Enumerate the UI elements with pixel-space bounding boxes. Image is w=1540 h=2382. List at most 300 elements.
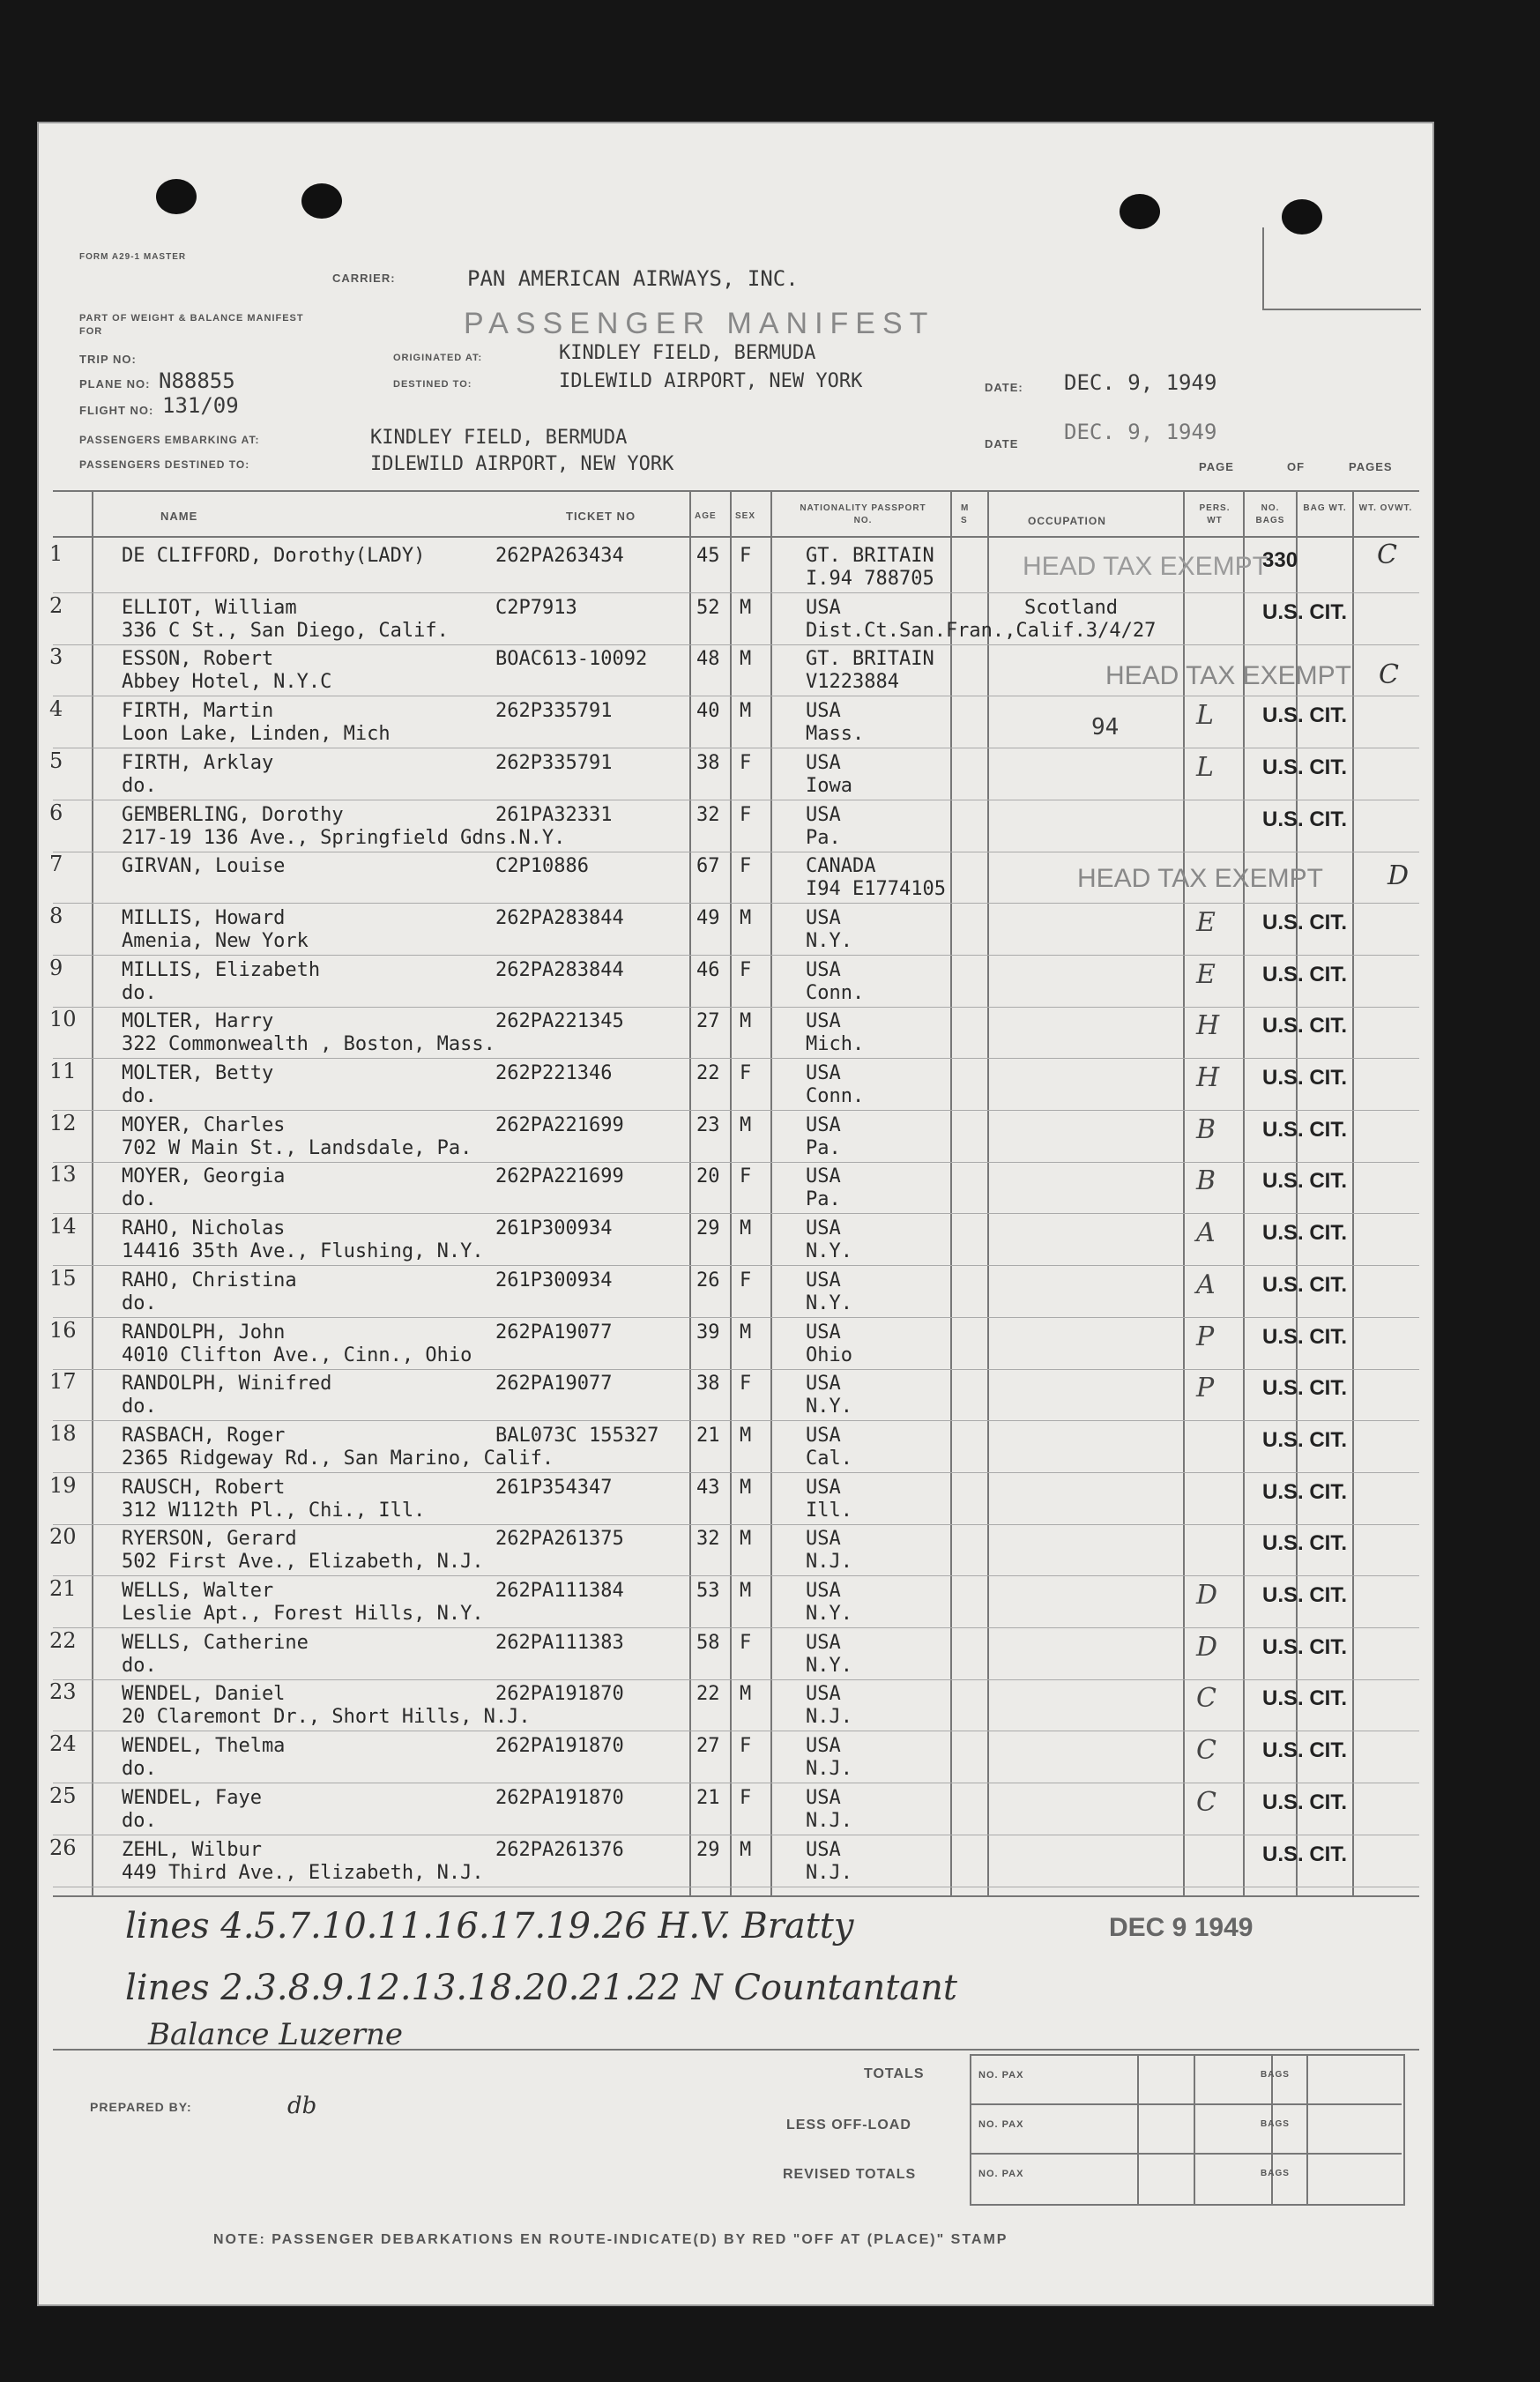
date-label: DATE:: [985, 381, 1023, 394]
weight-balance-label: PART OF WEIGHT & BALANCE MANIFEST FOR: [79, 313, 304, 337]
passenger-address: do.: [122, 981, 157, 1004]
passenger-name: RAUSCH, Robert: [122, 1476, 286, 1499]
age-value: 53: [696, 1580, 720, 1602]
ticket-number: 261P300934: [495, 1217, 613, 1240]
passenger-name: ELLIOT, William: [122, 596, 297, 619]
row-number: 13: [49, 1162, 77, 1187]
passenger-address: do.: [122, 1654, 157, 1677]
sex-value: M: [740, 596, 752, 619]
row-number: 8: [49, 903, 63, 928]
row-number: 2: [49, 592, 63, 618]
ticket-number: 262PA111384: [495, 1580, 624, 1602]
passport-value: Conn.: [806, 1085, 865, 1107]
debark-code: B: [1196, 1165, 1216, 1197]
nationality-value: USA: [806, 1373, 841, 1396]
passport-value: N.J.: [806, 1861, 852, 1884]
ticket-number: 262PA283844: [495, 906, 624, 929]
passenger-name: RASBACH, Roger: [122, 1424, 286, 1447]
bags-status: U.S. CIT.: [1262, 1066, 1348, 1090]
nationality-value: USA: [806, 1476, 841, 1499]
sex-value: M: [740, 1838, 752, 1861]
trip-label: TRIP NO:: [79, 353, 137, 366]
embarking-value: KINDLEY FIELD, BERMUDA: [370, 427, 628, 449]
col-age: AGE: [695, 511, 717, 521]
nationality-value: USA: [806, 1786, 841, 1809]
ticket-number: 262PA261375: [495, 1528, 624, 1551]
row-rule: [53, 1317, 1419, 1318]
ticket-number: 262PA221345: [495, 1010, 624, 1033]
table-row: [37, 1009, 1434, 1060]
row-number: 22: [49, 1627, 77, 1653]
debark-code: C: [1196, 1683, 1216, 1715]
table-row: [37, 1578, 1434, 1629]
passenger-name: WENDEL, Daniel: [122, 1683, 286, 1706]
passenger-address: do.: [122, 1188, 157, 1211]
ticket-number: 262P221346: [495, 1062, 613, 1084]
nationality-value: USA: [806, 1838, 841, 1861]
passenger-name: FIRTH, Martin: [122, 700, 274, 723]
sex-value: M: [740, 1217, 752, 1240]
punch-hole: [156, 179, 197, 214]
table-row: [37, 957, 1434, 1009]
age-value: 26: [696, 1269, 720, 1291]
table-row: [37, 1837, 1434, 1888]
ticket-number: 261PA32331: [495, 803, 613, 826]
carrier-value: PAN AMERICAN AIRWAYS, INC.: [467, 266, 799, 291]
bags-status: U.S. CIT.: [1262, 1842, 1348, 1866]
passenger-address: 20 Claremont Dr., Short Hills, N.J.: [122, 1706, 531, 1729]
table-row: [37, 1317, 1434, 1371]
totals-box: [970, 2054, 1405, 2206]
row-number: 14: [49, 1214, 77, 1239]
bags-status: U.S. CIT.: [1262, 1583, 1348, 1607]
totals-divider: [1137, 2054, 1139, 2204]
prepared-by-value: db: [287, 2093, 317, 2119]
table-row: [37, 698, 1434, 749]
bags-status: U.S. CIT.: [1262, 703, 1348, 728]
table-header-rule: [53, 536, 1419, 538]
passenger-address: 336 C St., San Diego, Calif.: [122, 619, 449, 642]
sex-value: F: [740, 1786, 752, 1809]
bags-status: U.S. CIT.: [1262, 1531, 1348, 1556]
age-value: 43: [696, 1476, 720, 1499]
row-number: 11: [49, 1059, 77, 1083]
corner-rule: [1262, 309, 1421, 310]
date-value: DEC. 9, 1949: [1064, 370, 1217, 395]
nationality-value: USA: [806, 1062, 841, 1084]
col-nationality: NATIONALITY PASSPORT NO.: [800, 503, 926, 525]
table-row: [37, 1216, 1434, 1267]
bags-status: U.S. CIT.: [1262, 1376, 1348, 1401]
passport-value: Mich.: [806, 1033, 865, 1056]
row-number: 15: [49, 1265, 77, 1291]
ticket-number: 262PA283844: [495, 958, 624, 981]
passport-value: N.Y.: [806, 1603, 852, 1625]
age-value: 52: [696, 596, 720, 619]
nationality-value: CANADA: [806, 855, 876, 878]
age-value: 21: [696, 1424, 720, 1447]
age-value: 29: [696, 1217, 720, 1240]
table-row: [37, 1061, 1434, 1112]
passport-value: Pa.: [806, 1188, 841, 1211]
footer-note: NOTE: PASSENGER DEBARKATIONS EN ROUTE-INDICATE(D) BY RED "OFF AT (PLACE)" STAMP: [213, 2232, 1008, 2247]
form-number: FORM A29-1 MASTER: [79, 252, 187, 262]
no-pax-label: NO. PAX: [978, 2070, 1024, 2081]
sex-value: F: [740, 958, 752, 981]
debark-code: P: [1196, 1321, 1215, 1352]
passenger-address: do.: [122, 774, 157, 797]
passenger-address: 322 Commonwealth , Boston, Mass.: [122, 1033, 495, 1056]
bags-status: U.S. CIT.: [1262, 910, 1348, 934]
row-rule: [53, 1524, 1419, 1525]
handwritten-note: lines 2.3.8.9.12.13.18.20.21.22 N Countantant: [125, 1968, 957, 2008]
passenger-address: 217-19 136 Ave., Springfield Gdns.N.Y.: [122, 826, 566, 849]
age-value: 32: [696, 1528, 720, 1551]
ticket-number: 262PA191870: [495, 1683, 624, 1706]
passenger-address: Abbey Hotel, N.Y.C: [122, 671, 332, 694]
sex-value: F: [740, 1373, 752, 1396]
row-rule: [53, 1162, 1419, 1163]
destined-to-value: IDLEWILD AIRPORT, NEW YORK: [370, 453, 674, 475]
age-value: 22: [696, 1683, 720, 1706]
sex-value: F: [740, 1735, 752, 1758]
no-pax-label: NO. PAX: [978, 2119, 1024, 2130]
age-value: 23: [696, 1113, 720, 1136]
head-tax-stamp: HEAD TAX EXEMPT: [1105, 661, 1351, 690]
passenger-name: RANDOLPH, John: [122, 1321, 286, 1344]
row-rule: [53, 1420, 1419, 1421]
pages-label: PAGES: [1349, 460, 1393, 473]
passport-value: N.Y.: [806, 1396, 852, 1418]
sex-value: F: [740, 855, 752, 878]
row-rule: [53, 955, 1419, 956]
sex-value: F: [740, 751, 752, 774]
bags-label: BAGS: [1261, 2070, 1290, 2080]
row-number: 19: [49, 1472, 77, 1498]
age-value: 38: [696, 1373, 720, 1396]
passenger-address: Amenia, New York: [122, 929, 309, 952]
col-ticket: TICKET NO: [566, 510, 636, 523]
originated-label: ORIGINATED AT:: [393, 353, 483, 363]
passport-value: Ill.: [806, 1499, 852, 1522]
ticket-number: 262PA221699: [495, 1113, 624, 1136]
ticket-number: C2P7913: [495, 596, 577, 619]
ticket-number: 262P335791: [495, 751, 613, 774]
row-number: 3: [49, 644, 63, 670]
row-number: 7: [49, 852, 63, 877]
bags-status: U.S. CIT.: [1262, 1479, 1348, 1504]
row-number: 9: [49, 955, 63, 980]
table-row: [37, 1526, 1434, 1577]
sex-value: M: [740, 1683, 752, 1706]
table-row: [37, 1785, 1434, 1836]
bags-status: U.S. CIT.: [1262, 1324, 1348, 1349]
table-bottom-rule: [53, 1895, 1419, 1897]
carrier-label: CARRIER:: [332, 272, 396, 285]
table-row: [37, 1371, 1434, 1422]
sex-value: M: [740, 1580, 752, 1602]
corner-rule: [1262, 227, 1264, 309]
passenger-name: RANDOLPH, Winifred: [122, 1373, 332, 1396]
passenger-address: 2365 Ridgeway Rd., San Marino, Calif.: [122, 1447, 554, 1470]
row-rule: [53, 1265, 1419, 1266]
passport-value: Cal.: [806, 1447, 852, 1470]
nationality-value: USA: [806, 1010, 841, 1033]
passport-value: Pa.: [806, 826, 841, 849]
ticket-number: 262PA221699: [495, 1165, 624, 1188]
bags-status: U.S. CIT.: [1262, 1738, 1348, 1763]
col-no-bags: NO. BAGS: [1255, 503, 1285, 525]
nationality-value: USA: [806, 1631, 841, 1654]
col-bag-wt: BAG WT.: [1303, 503, 1347, 513]
sex-value: M: [740, 648, 752, 671]
nationality-value: USA: [806, 700, 841, 723]
nationality-value: USA: [806, 1424, 841, 1447]
no-pax-label: NO. PAX: [978, 2169, 1024, 2179]
age-value: 21: [696, 1786, 720, 1809]
passenger-name: RYERSON, Gerard: [122, 1528, 297, 1551]
passenger-name: MOLTER, Harry: [122, 1010, 274, 1033]
debark-code: L: [1196, 751, 1214, 783]
col-occupation: OCCUPATION: [1028, 515, 1106, 527]
ticket-number: 262PA19077: [495, 1373, 613, 1396]
nationality-value: USA: [806, 1165, 841, 1188]
passport-value: Pa.: [806, 1136, 841, 1159]
sex-value: F: [740, 1269, 752, 1291]
passenger-name: MOYER, Georgia: [122, 1165, 286, 1188]
head-tax-stamp: HEAD TAX EXEMPT: [1023, 552, 1268, 581]
nationality-value: USA: [806, 1735, 841, 1758]
age-value: 67: [696, 855, 720, 878]
passenger-name: MOYER, Charles: [122, 1113, 286, 1136]
row-rule: [53, 1110, 1419, 1111]
row-rule: [53, 1627, 1419, 1628]
age-value: 58: [696, 1631, 720, 1654]
totals-divider: [1194, 2054, 1195, 2204]
passport-value: Iowa: [806, 774, 852, 797]
bags-status: U.S. CIT.: [1262, 1117, 1348, 1142]
passenger-address: 449 Third Ave., Elizabeth, N.J.: [122, 1861, 484, 1884]
passenger-name: RAHO, Nicholas: [122, 1217, 286, 1240]
debark-code: E: [1196, 958, 1216, 990]
table-row: [37, 750, 1434, 801]
table-top-rule: [53, 490, 1419, 492]
bags-status: U.S. CIT.: [1262, 1634, 1348, 1659]
sex-value: M: [740, 1010, 752, 1033]
row-number: 17: [49, 1369, 77, 1395]
col-ms: M S: [961, 503, 970, 525]
row-rule: [53, 644, 1419, 645]
age-value: 45: [696, 545, 720, 567]
head-tax-code: C: [1379, 659, 1399, 690]
passenger-name: GIRVAN, Louise: [122, 855, 286, 878]
nationality-value: USA: [806, 803, 841, 826]
bags-status: U.S. CIT.: [1262, 1272, 1348, 1297]
row4-number: 94: [1091, 714, 1120, 741]
sex-value: F: [740, 1062, 752, 1084]
sex-value: M: [740, 1321, 752, 1344]
passenger-name: WENDEL, Thelma: [122, 1735, 286, 1758]
passenger-name: ESSON, Robert: [122, 648, 274, 671]
head-tax-stamp: HEAD TAX EXEMPT: [1077, 864, 1323, 893]
age-value: 38: [696, 751, 720, 774]
plane-label: PLANE NO:: [79, 377, 151, 391]
passport-value: N.J.: [806, 1758, 852, 1781]
debark-code: P: [1196, 1373, 1215, 1404]
passenger-name: WELLS, Walter: [122, 1580, 274, 1602]
col-wt-ovwt: WT. OVWT.: [1358, 503, 1413, 513]
passport-value: I94 E1774105: [806, 878, 946, 901]
ticket-number: 262PA111383: [495, 1631, 624, 1654]
nationality-value: USA: [806, 1113, 841, 1136]
table-row: [37, 1733, 1434, 1784]
age-value: 32: [696, 803, 720, 826]
row1-code: C: [1377, 540, 1397, 570]
debark-code: A: [1196, 1269, 1216, 1300]
passenger-address: 502 First Ave., Elizabeth, N.J.: [122, 1551, 484, 1574]
sex-value: F: [740, 803, 752, 826]
debark-code: L: [1196, 700, 1214, 732]
sex-value: M: [740, 1528, 752, 1551]
passenger-name: MILLIS, Howard: [122, 906, 286, 929]
ticket-number: BAL073C 155327: [495, 1424, 659, 1447]
handwritten-note: lines 4.5.7.10.11.16.17.19.26 H.V. Bratty: [125, 1906, 854, 1947]
row-number: 23: [49, 1679, 77, 1705]
table-row: [37, 802, 1434, 853]
row-number: 6: [49, 800, 63, 825]
table-row: [37, 1681, 1434, 1732]
age-value: 27: [696, 1010, 720, 1033]
date2-label: DATE: [985, 437, 1019, 450]
table-row: [37, 905, 1434, 957]
passenger-name: FIRTH, Arklay: [122, 751, 274, 774]
row-number: 20: [49, 1524, 77, 1550]
ticket-number: 262PA263434: [495, 545, 624, 567]
age-value: 20: [696, 1165, 720, 1188]
prepared-by-label: PREPARED BY:: [90, 2100, 192, 2114]
bags-status: U.S. CIT.: [1262, 1221, 1348, 1246]
ticket-number: 262PA19077: [495, 1321, 613, 1344]
totals-rule: [970, 2103, 1402, 2105]
sex-value: M: [740, 1476, 752, 1499]
passenger-address: 702 W Main St., Landsdale, Pa.: [122, 1136, 472, 1159]
table-row: [37, 1265, 1434, 1319]
passport-value: N.Y.: [806, 1291, 852, 1314]
punch-hole: [1120, 194, 1160, 229]
nationality-value: USA: [806, 596, 841, 619]
row-number: 1: [49, 541, 63, 566]
row-rule: [53, 592, 1419, 593]
table-row: [37, 1472, 1434, 1526]
table-row: [37, 1420, 1434, 1474]
passport-value: N.Y.: [806, 1240, 852, 1263]
nationality-value: USA: [806, 906, 841, 929]
passport-value: N.Y.: [806, 929, 852, 952]
debark-code: C: [1196, 1786, 1216, 1818]
debark-code: H: [1196, 1062, 1220, 1093]
page-label: PAGE: [1199, 460, 1234, 473]
row-rule: [53, 1058, 1419, 1059]
bags-status: U.S. CIT.: [1262, 755, 1348, 779]
originated-value: KINDLEY FIELD, BERMUDA: [559, 342, 816, 364]
sex-value: M: [740, 1424, 752, 1447]
nationality-value: USA: [806, 1528, 841, 1551]
nationality-value: USA: [806, 1683, 841, 1706]
flight-number: 131/09: [162, 393, 239, 418]
passenger-address: do.: [122, 1396, 157, 1418]
bags-status: U.S. CIT.: [1262, 1169, 1348, 1194]
destined-label: DESTINED TO:: [393, 379, 472, 390]
row-rule: [53, 1575, 1419, 1576]
debark-code: D: [1196, 1631, 1218, 1663]
passenger-name: RAHO, Christina: [122, 1269, 297, 1291]
row-rule: [53, 1213, 1419, 1214]
table-row: [37, 1627, 1434, 1681]
ticket-number: C2P10886: [495, 855, 589, 878]
table-row: [37, 1110, 1434, 1164]
age-value: 48: [696, 648, 720, 671]
ticket-number: 262P335791: [495, 700, 613, 723]
age-value: 39: [696, 1321, 720, 1344]
row-rule: [53, 1369, 1419, 1370]
bags-label: BAGS: [1261, 2119, 1290, 2129]
bags-status: U.S. CIT.: [1262, 599, 1348, 624]
age-value: 27: [696, 1735, 720, 1758]
passport-value: V1223884: [806, 671, 899, 694]
totals-divider: [1306, 2054, 1308, 2204]
passport-value: N.Y.: [806, 1654, 852, 1677]
bags-status: U.S. CIT.: [1262, 807, 1348, 831]
row-rule: [53, 1679, 1419, 1680]
age-value: 29: [696, 1838, 720, 1861]
row-rule: [53, 903, 1419, 904]
head-tax-code: D: [1387, 860, 1410, 891]
passenger-name: MOLTER, Betty: [122, 1062, 274, 1084]
col-pers-wt: PERS. WT: [1199, 503, 1231, 525]
passenger-address: do.: [122, 1085, 157, 1107]
nationality-value: USA: [806, 1269, 841, 1291]
passenger-name: DE CLIFFORD, Dorothy(LADY): [122, 545, 426, 567]
sex-value: F: [740, 1631, 752, 1654]
ticket-number: BOAC613-10092: [495, 648, 648, 671]
manifest-sheet: [37, 122, 1434, 2306]
debark-code: B: [1196, 1113, 1216, 1145]
bags-status: 330: [1262, 548, 1298, 572]
table-row: [37, 592, 1434, 646]
ticket-number: 261P300934: [495, 1269, 613, 1291]
passenger-address: do.: [122, 1758, 157, 1781]
nationality-value: USA: [806, 1217, 841, 1240]
nationality-value: USA: [806, 1321, 841, 1344]
destined-to-label: PASSENGERS DESTINED TO:: [79, 458, 250, 471]
ticket-number: 262PA191870: [495, 1735, 624, 1758]
passport-value: N.J.: [806, 1809, 852, 1832]
sex-value: M: [740, 700, 752, 723]
date-stamp: DEC 9 1949: [1109, 1913, 1254, 1942]
totals-rule: [970, 2153, 1402, 2155]
passport-value: Conn.: [806, 981, 865, 1004]
debark-code: C: [1196, 1735, 1216, 1767]
of-label: OF: [1287, 460, 1306, 473]
punch-hole: [1282, 199, 1322, 234]
plane-number: N88855: [159, 368, 235, 393]
ticket-number: 262PA261376: [495, 1838, 624, 1861]
age-value: 22: [696, 1062, 720, 1084]
col-name: NAME: [160, 510, 198, 523]
row-number: 21: [49, 1576, 77, 1601]
nationality-value: USA: [806, 1580, 841, 1602]
debark-code: D: [1196, 1580, 1218, 1611]
